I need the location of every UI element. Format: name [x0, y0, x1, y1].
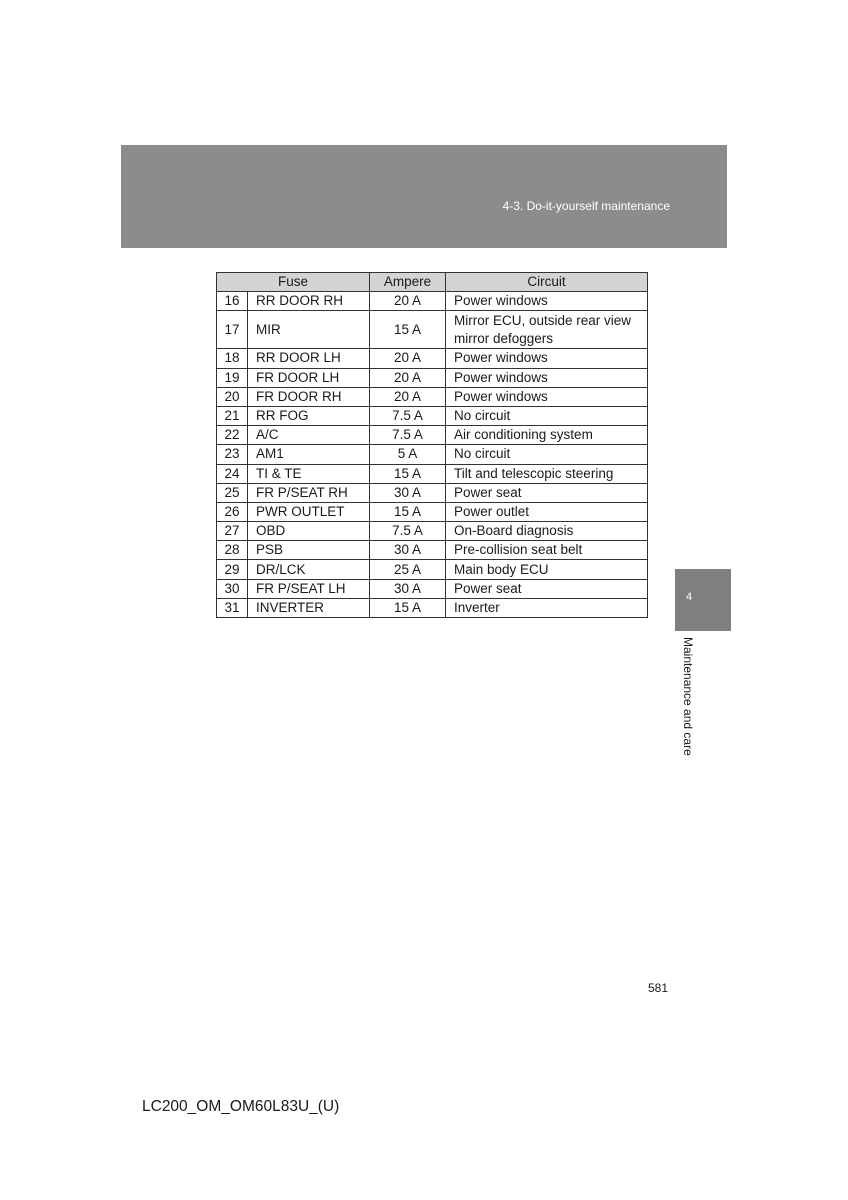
- header-band: [121, 145, 727, 248]
- fuse-name-cell: MIR: [248, 311, 370, 349]
- fuse-number-cell: 24: [217, 464, 248, 483]
- ampere-cell: 30 A: [370, 579, 446, 598]
- fuse-name-cell: TI & TE: [248, 464, 370, 483]
- fuse-number-cell: 31: [217, 598, 248, 617]
- fuse-table-body: [217, 292, 648, 618]
- ampere-cell: 20 A: [370, 368, 446, 387]
- fuse-name-cell: FR P/SEAT RH: [248, 483, 370, 502]
- table-row: [217, 560, 648, 579]
- ampere-cell: 30 A: [370, 483, 446, 502]
- table-row: [217, 598, 648, 617]
- fuse-name-cell: OBD: [248, 522, 370, 541]
- fuse-number-cell: 25: [217, 483, 248, 502]
- table-row: [217, 464, 648, 483]
- document-code: LC200_OM_OM60L83U_(U): [142, 1098, 340, 1115]
- ampere-cell: 15 A: [370, 598, 446, 617]
- table-row: [217, 406, 648, 425]
- chapter-number: 4: [686, 591, 693, 603]
- column-header-fuse: Fuse: [217, 273, 370, 292]
- table-row: [217, 483, 648, 502]
- table-row: [217, 368, 648, 387]
- fuse-number-cell: 30: [217, 579, 248, 598]
- fuse-name-cell: RR FOG: [248, 406, 370, 425]
- fuse-name-cell: RR DOOR RH: [248, 292, 370, 311]
- table-row: [217, 541, 648, 560]
- ampere-cell: 15 A: [370, 502, 446, 521]
- circuit-cell: Power seat: [446, 579, 648, 598]
- column-header-circuit: Circuit: [446, 273, 648, 292]
- table-row: [217, 292, 648, 311]
- chapter-tab: [675, 569, 731, 631]
- circuit-cell: Tilt and telescopic steering: [446, 464, 648, 483]
- table-row: [217, 445, 648, 464]
- ampere-cell: 15 A: [370, 311, 446, 349]
- fuse-number-cell: 21: [217, 406, 248, 425]
- circuit-cell: Power seat: [446, 483, 648, 502]
- circuit-cell: On-Board diagnosis: [446, 522, 648, 541]
- fuse-name-cell: PWR OUTLET: [248, 502, 370, 521]
- table-row: [217, 579, 648, 598]
- circuit-cell: Inverter: [446, 598, 648, 617]
- fuse-number-cell: 28: [217, 541, 248, 560]
- ampere-cell: 15 A: [370, 464, 446, 483]
- circuit-cell: Mirror ECU, outside rear view mirror defoggers: [446, 311, 648, 349]
- table-row: [217, 426, 648, 445]
- fuse-name-cell: INVERTER: [248, 598, 370, 617]
- fuse-name-cell: DR/LCK: [248, 560, 370, 579]
- circuit-cell: Air conditioning system: [446, 426, 648, 445]
- circuit-cell: Main body ECU: [446, 560, 648, 579]
- fuse-name-cell: A/C: [248, 426, 370, 445]
- fuse-name-cell: AM1: [248, 445, 370, 464]
- fuse-number-cell: 23: [217, 445, 248, 464]
- table-row: [217, 349, 648, 368]
- fuse-number-cell: 17: [217, 311, 248, 349]
- fuse-name-cell: FR DOOR LH: [248, 368, 370, 387]
- circuit-cell: Pre-collision seat belt: [446, 541, 648, 560]
- circuit-cell: Power windows: [446, 368, 648, 387]
- section-title: 4-3. Do-it-yourself maintenance: [502, 199, 670, 213]
- column-header-ampere: Ampere: [370, 273, 446, 292]
- ampere-cell: 5 A: [370, 445, 446, 464]
- circuit-cell: No circuit: [446, 445, 648, 464]
- table-row: [217, 502, 648, 521]
- circuit-cell: Power outlet: [446, 502, 648, 521]
- fuse-name-cell: FR P/SEAT LH: [248, 579, 370, 598]
- fuse-number-cell: 27: [217, 522, 248, 541]
- table-header-row: [217, 273, 648, 292]
- fuse-name-cell: RR DOOR LH: [248, 349, 370, 368]
- ampere-cell: 7.5 A: [370, 406, 446, 425]
- table-row: [217, 387, 648, 406]
- chapter-label: Maintenance and care: [681, 637, 695, 756]
- fuse-number-cell: 22: [217, 426, 248, 445]
- ampere-cell: 20 A: [370, 349, 446, 368]
- fuse-number-cell: 19: [217, 368, 248, 387]
- circuit-cell: Power windows: [446, 387, 648, 406]
- ampere-cell: 20 A: [370, 292, 446, 311]
- page-number: 581: [648, 981, 669, 995]
- fuse-number-cell: 29: [217, 560, 248, 579]
- fuse-number-cell: 26: [217, 502, 248, 521]
- table-row: [217, 522, 648, 541]
- circuit-cell: Power windows: [446, 349, 648, 368]
- ampere-cell: 20 A: [370, 387, 446, 406]
- ampere-cell: 25 A: [370, 560, 446, 579]
- fuse-number-cell: 18: [217, 349, 248, 368]
- ampere-cell: 7.5 A: [370, 522, 446, 541]
- fuse-name-cell: PSB: [248, 541, 370, 560]
- ampere-cell: 7.5 A: [370, 426, 446, 445]
- fuse-name-cell: FR DOOR RH: [248, 387, 370, 406]
- table-row: [217, 311, 648, 349]
- fuse-table: [216, 272, 648, 618]
- circuit-cell: Power windows: [446, 292, 648, 311]
- fuse-number-cell: 16: [217, 292, 248, 311]
- ampere-cell: 30 A: [370, 541, 446, 560]
- circuit-cell: No circuit: [446, 406, 648, 425]
- fuse-number-cell: 20: [217, 387, 248, 406]
